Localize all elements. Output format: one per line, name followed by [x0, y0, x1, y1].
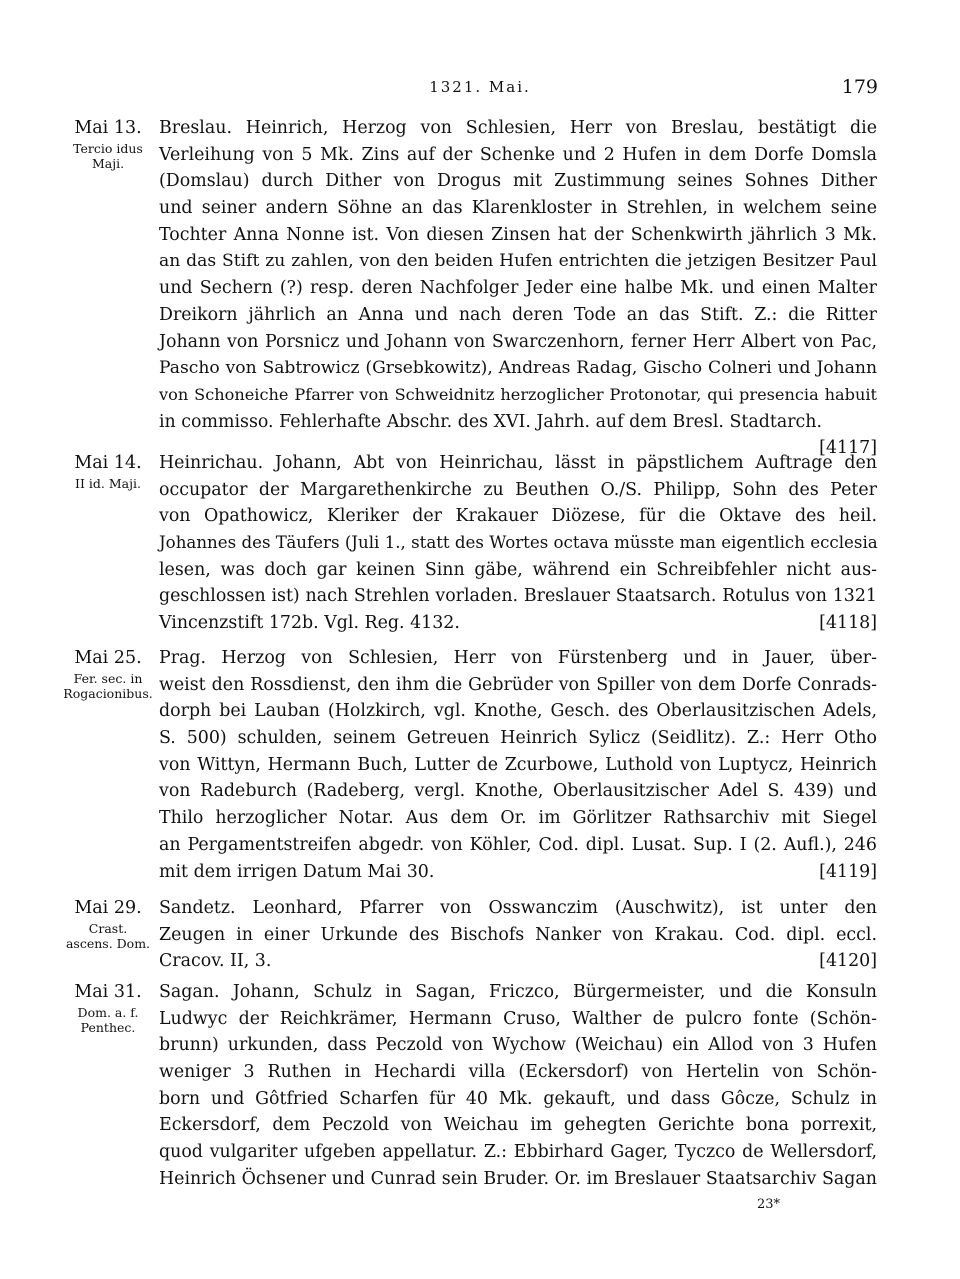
- entry-date: Mai 13.: [74, 118, 142, 138]
- entry-date-note: Fer. sec. in: [73, 671, 143, 686]
- text-line: Pascho von Sabtrowicz (Grsebkowitz), Andreas Radag, Gischo Colneri und Johann: [159, 358, 877, 379]
- sheet-signature: 23*: [757, 1197, 781, 1212]
- text-line: Johannes des Täufers (Juli 1., statt des Wortes octava müsste man eigentlich ecclesia: [159, 533, 878, 553]
- text-line: weist den Rossdienst, den ihm die Gebrüder von Spiller von dem Dorfe Conrads-: [159, 674, 877, 695]
- entry-margin: [60, 450, 156, 491]
- text-line: [159, 610, 877, 637]
- text-line: born und Gôtfried Scharfen für 40 Mk. gekauft, und dass Gôcze, Schulz in: [159, 1088, 877, 1109]
- entry-text: [159, 450, 877, 637]
- text-line: an das Stift zu zahlen, von den beiden Hufen entrichten die jetzigen Besitzer Paul: [159, 251, 877, 272]
- entry-text: [159, 895, 877, 975]
- entry-date-note: Crast.: [88, 921, 128, 936]
- text-line: Prag. Herzog von Schlesien, Herr von Fürstenberg und in Jauer, über-: [159, 648, 877, 668]
- text-line: Heinrichau. Johann, Abt von Heinrichau, lässt in päpstlichem Auftrage den: [159, 453, 877, 473]
- entry-date-note: ascens. Dom.: [65, 936, 151, 951]
- register-number: [4119]: [819, 861, 877, 882]
- text-line: und Sechern (?) resp. deren Nachfolger Jeder eine halbe Mk. und einen Malter: [159, 278, 877, 299]
- text-line: S. 500) schulden, seinem Getreuen Heinrich Sylicz (Seidlitz). Z.: Herr Otho: [159, 728, 877, 749]
- text-line: Dreikorn jährlich an Anna und nach deren Tode an das Stift. Z.: die Ritter: [159, 304, 877, 325]
- entry-text: [159, 979, 877, 1193]
- text-line: lesen, was doch gar keinen Sinn gäbe, während ein Schreibfehler nicht aus-: [159, 559, 877, 580]
- text-line: von Opathowicz, Kleriker der Krakauer Diözese, für die Oktave des heil.: [159, 506, 877, 527]
- register-number: [4120]: [819, 951, 877, 972]
- text-line: Heinrich Öchsener und Cunrad sein Bruder. Or. im Breslauer Staatsarchiv Sagan: [159, 1168, 877, 1189]
- text-line: Zeugen in einer Urkunde des Bischofs Nanker von Krakau. Cod. dipl. eccl.: [159, 924, 877, 945]
- text-line: [159, 859, 877, 886]
- page-number: 179: [841, 76, 878, 98]
- entry-date-note: Rogacionibus.: [63, 686, 153, 701]
- text-line-content: in commisso. Fehlerhafte Abschr. des XVI. Jahrh. auf dem Bresl. Stadtarch.: [159, 411, 823, 432]
- entry-text: [159, 115, 877, 462]
- entry-margin: [60, 115, 156, 171]
- entry-date: Mai 25.: [74, 648, 142, 668]
- text-line: Breslau. Heinrich, Herzog von Schlesien, Herr von Breslau, bestätigt die: [159, 118, 877, 138]
- entry-date: Mai 29.: [74, 898, 142, 918]
- text-line: Johann von Porsnicz und Johann von Swarczenhorn, ferner Herr Albert von Pac,: [159, 331, 877, 352]
- text-line: von Radeburch (Radeberg, vergl. Knothe, Oberlausitzischer Adel S. 439) und: [159, 781, 877, 802]
- text-line: von Schoneiche Pfarrer von Schweidnitz herzoglicher Protonotar, qui presencia habuit: [159, 384, 877, 404]
- entry-date: Mai 14.: [74, 453, 142, 473]
- text-line: Tochter Anna Nonne ist. Von diesen Zinsen hat der Schenkwirth jährlich 3 Mk.: [159, 224, 877, 245]
- text-line: und seiner andern Söhne an das Klarenkloster in Strehlen, in welchem seine: [159, 198, 877, 219]
- text-line: Eckersdorf, dem Peczold von Weichau im gehegten Gerichte bona porrexit,: [159, 1115, 877, 1136]
- text-line: weniger 3 Ruthen in Hechardi villa (Eckersdorf) von Hertelin von Schön-: [159, 1062, 877, 1083]
- page-header: [0, 78, 960, 102]
- text-line: an Pergamentstreifen abgedr. von Köhler, Cod. dipl. Lusat. Sup. I (2. Aufl.), 246: [159, 834, 877, 855]
- entry-margin: [60, 645, 156, 701]
- text-line: [159, 409, 877, 459]
- text-line: quod vulgariter ufgeben appellatur. Z.: Ebbirhard Gager, Tyczco de Wellersdorf,: [159, 1142, 877, 1163]
- entry-date-note: Dom. a. f.: [77, 1005, 139, 1020]
- text-line: geschlossen ist) nach Strehlen vorladen. Breslauer Staatsarch. Rotulus von 1321: [159, 586, 877, 607]
- text-line: Sandetz. Leonhard, Pfarrer von Osswanczim (Auschwitz), ist unter den: [159, 898, 877, 918]
- entry-margin: [60, 979, 156, 1035]
- entry-date: Mai 31.: [74, 982, 142, 1002]
- text-line: (Domslau) durch Dither von Drogus mit Zustimmung seines Sohnes Dither: [159, 171, 877, 192]
- text-line-content: mit dem irrigen Datum Mai 30.: [159, 861, 435, 882]
- entry-date-note: II id. Maji.: [75, 476, 141, 491]
- text-line: Verleihung von 5 Mk. Zins auf der Schenke und 2 Hufen in dem Dorfe Domsla: [159, 144, 877, 165]
- entry-margin: [60, 895, 156, 951]
- text-line: [159, 948, 877, 975]
- text-line: von Wittyn, Hermann Buch, Lutter de Zcurbowe, Luthold von Luptycz, Heinrich: [159, 754, 877, 775]
- entry-text: [159, 645, 877, 885]
- text-line-content: Cracov. II, 3.: [159, 951, 272, 972]
- text-line: Ludwyc der Reichkrämer, Hermann Cruso, Walther de pulcro fonte (Schön-: [159, 1008, 877, 1029]
- text-line: occupator der Margarethenkirche zu Beuthen O./S. Philipp, Sohn des Peter: [159, 479, 877, 500]
- entry-date-note: Maji.: [91, 156, 125, 171]
- running-head: 1321. Mai.: [429, 78, 531, 96]
- register-number: [4117]: [819, 438, 877, 459]
- entry-date-note: Tercio idus: [73, 141, 143, 156]
- entry-date-note: Penthec.: [80, 1020, 136, 1035]
- text-line-content: Vincenzstift 172b. Vgl. Reg. 4132.: [159, 613, 460, 634]
- text-line: Sagan. Johann, Schulz in Sagan, Friczco, Bürgermeister, und die Konsuln: [159, 982, 877, 1002]
- text-line: brunn) urkunden, dass Peczold von Wychow (Weichau) ein Allod von 3 Hufen: [159, 1035, 877, 1056]
- text-line: Thilo herzoglicher Notar. Aus dem Or. im Görlitzer Rathsarchiv mit Siegel: [159, 808, 877, 829]
- text-line: dorph bei Lauban (Holzkirch, vgl. Knothe, Gesch. des Oberlausitzischen Adels,: [159, 701, 877, 722]
- register-number: [4118]: [819, 613, 877, 634]
